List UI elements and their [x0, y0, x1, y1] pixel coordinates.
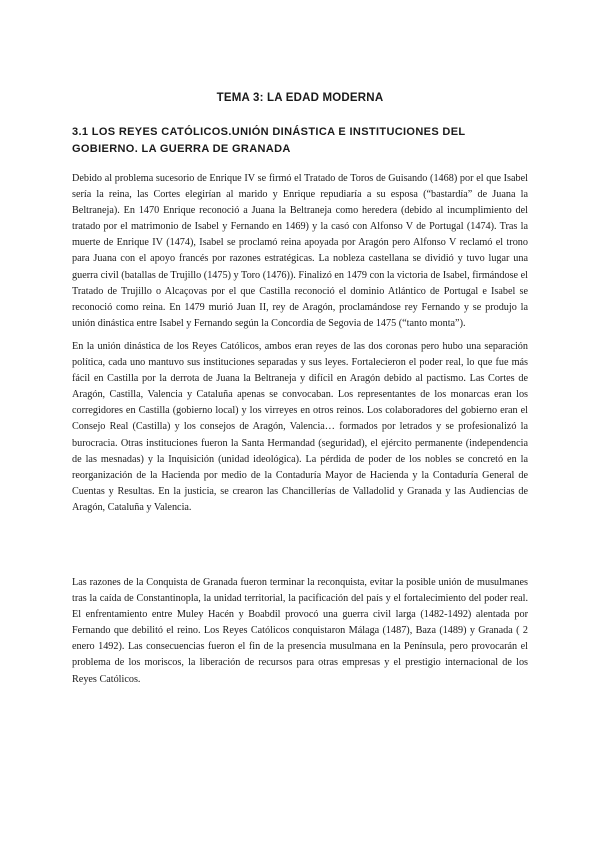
page-title: TEMA 3: LA EDAD MODERNA [216, 92, 384, 104]
paragraph-succession: Debido al problema sucesorio de Enrique IV se firmó el Tratado de Toros de Guisando (1468) por el que Isabel sería la reina, las Cortes elegirían al marido y Enrique repudiaría a su esposa (“bastardía” de Juana la Beltraneja). En 1470 Enrique reconoció a Juana la Beltraneja como heredera (debido al incumplimiento del tratado por el matrimonio de Isabel y Fernando en 1469) y la casó con Alfonso V de Portugal (1474). Tras la muerte de Enrique IV (1474), Isabel se proclamó reina apoyada por Aragón pero Alfonso V reclamó el trono para Juana con el apoyo francés por razones estratégicas. La nobleza castellana se dividió y tuvo lugar una guerra civil (batallas de Trujillo (1475) y Toro (1476)). Finalizó en 1479 con la victoria de Isabel, firmándose el Tratado de Trujillo o Alcaçovas por el que Castilla reconoció el dominio Atlántico de Portugal e Isabel se reconoció como reina. En 1479 murió Juan II, rey de Aragón, proclamándose rey Fernando y se produjo la unión dinástica entre Isabel y Fernando según la Concordia de Segovia de 1475 (“tanto monta”). [72, 173, 528, 329]
paragraph-conquest-granada: Las razones de la Conquista de Granada fueron terminar la reconquista, evitar la posible unión de musulmanes tras la caída de Constantinopla, la unidad territorial, la pacificación del país y el fortalecimiento del poder real. El enfrentamiento entre Muley Hacén y Boabdil provocó una guerra civil larga (1482-1492) alentada por Fernando que debilitó el reino. Los Reyes Católicos conquistaron Málaga (1487), Baza (1489) y Granada ( 2 enero 1492). Las consecuencias fueron el fin de la presencia musulmana en la Península, pero provocarán el problema de los moriscos, la liberación de recursos para otras empresas y el prestigio internacional de los Reyes Católicos. [72, 577, 528, 685]
section-heading: 3.1 LOS REYES CATÓLICOS.UNIÓN DINÁSTICA E INSTITUCIONES DEL GOBIERNO. LA GUERRA DE GRANADA [72, 126, 466, 155]
paragraph-dynastic-union: En la unión dinástica de los Reyes Católicos, ambos eran reyes de las dos coronas pero hubo una separación política, cada uno mantuvo sus instituciones separadas y sus leyes. Fortalecieron el poder real, lo que fue más fácil en Castilla por la derrota de Juana la Beltraneja y difícil en Aragón debido al pactismo. Las Cortes de Aragón, Castilla, Valencia y Cataluña apenas se convocaban. Los representantes de los monarcas eran los corregidores en Castilla (gobierno local) y los virreyes en otros reinos. Los colaboradores del gobierno eran el Consejo Real (Castilla) y los consejos de Aragón, Valencia… formados por letrados y se profesionalizó la burocracia. Otras instituciones fueron la Santa Hermandad (seguridad), el ejército permanente (independencia de las mesnadas) y la Inquisición (unidad ideológica). La pérdida de poder de los nobles se concretó en la reorganización de la Hacienda por medio de la Contaduría Mayor de Hacienda y la Contaduría General de Cuentas y Resultas. En la justicia, se crearon las Chancillerías de Valladolid y Granada y las Audiencias de Aragón, Cataluña y Valencia. [72, 341, 528, 513]
